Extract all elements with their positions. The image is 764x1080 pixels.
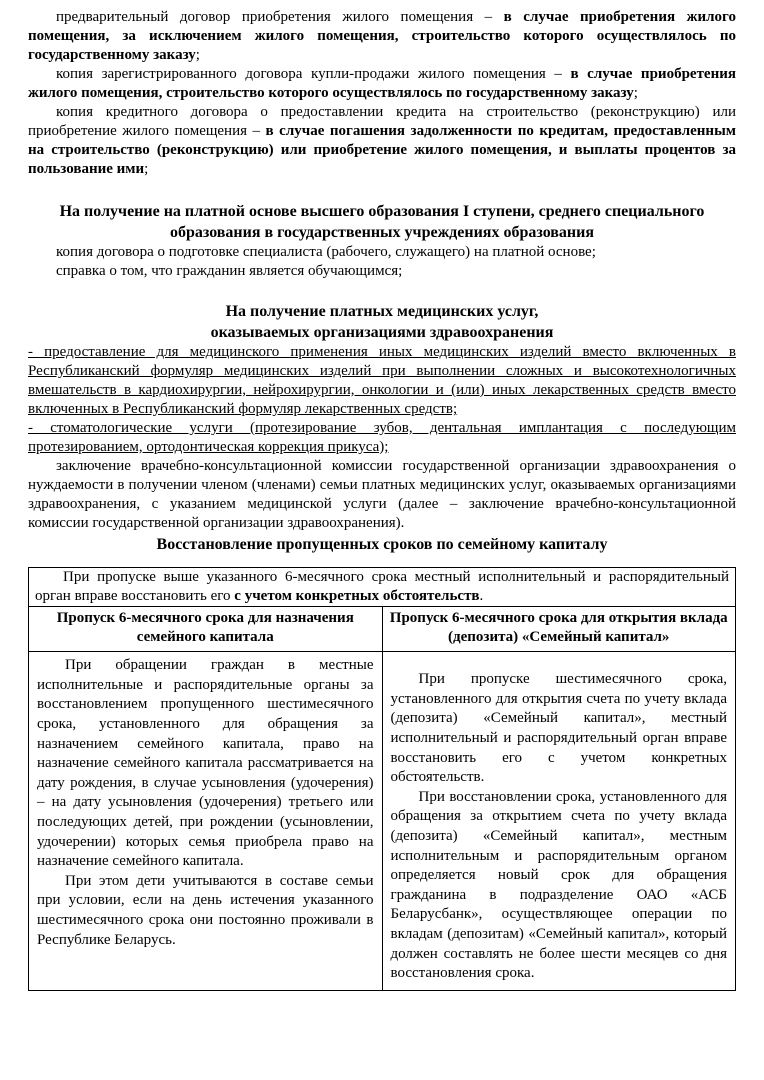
restore-body-row	[29, 652, 736, 991]
left-paragraph-1: При обращении граждан в местные исполнительные и распорядительные органы за восстановлением пропущенного шестимесячного срока, установленного для обращения за назначением семейного капитала, право на назначение семейного капитала рассматривается на дату рождения, в случае усыновления (удочерения) – на дату усыновления (удочерения) третьего или последующих детей, при рождении (усыновлении, удочерении) которых семья приобрела право на назначение семейного капитала.	[37, 657, 374, 870]
housing-item-2-text: копия зарегистрированного договора купли-продажи жилого помещения –	[56, 66, 571, 82]
housing-item-1: предварительный договор приобретения жилого помещения – в случае приобретения жилого помещения, за исключением жилого помещения, строительство которого осуществлялось по государственному заказу;	[28, 9, 736, 63]
education-heading: На получение на платной основе высшего образования I ступени, среднего специального образования в государственных учреждениях образования	[59, 203, 705, 241]
restore-intro: При пропуске выше указанного 6-месячного срока местный исполнительный и распорядительный орган вправе восстановить его с учетом конкретных обстоятельств.	[35, 569, 729, 605]
restore-title: Восстановление пропущенных сроков по семейному капиталу	[156, 536, 608, 553]
housing-item-3-condition: в случае погашения задолженности по кредитам, предоставленным на строительство (реконструкцию) или приобретение жилого помещения, и выплаты процентов за пользование ими	[28, 123, 736, 177]
left-column-heading: Пропуск 6-месячного срока для назначения семейного капитала	[29, 607, 383, 652]
education-item-1: копия договора о подготовке специалиста (рабочего, служащего) на платной основе;	[56, 244, 596, 260]
medical-heading	[28, 301, 736, 343]
medical-section	[28, 301, 736, 533]
restore-table	[28, 567, 736, 991]
housing-item-1-condition: в случае приобретения жилого помещения, за исключением жилого помещения, строительство которого осуществлялось по государственному заказу	[28, 9, 736, 63]
restore-intro-row	[29, 568, 736, 607]
left-paragraph-2: При этом дети учитываются в составе семьи при условии, если на день истечения указанного шестимесячного срока они постоянно проживали в Республике Беларусь.	[37, 872, 374, 948]
medical-heading-line-2: оказываемых организациями здравоохранения	[210, 324, 554, 341]
housing-documents	[28, 8, 736, 179]
restore-section	[28, 535, 736, 991]
restore-intro-emphasis: с учетом конкретных обстоятельств	[234, 588, 480, 605]
restore-header-row	[29, 607, 736, 652]
right-paragraph-2: При восстановлении срока, установленного для обращения за открытием счета по учету вклада (депозита) «Семейный капитал», местным исполнительным и распорядительным органом определяется новый срок для обращения гражданина в подразделение ОАО «АСБ Беларусбанк», осуществляющее операции по вкладам (депозитам) «Семейный капитал», который должен составлять не более шести месяцев со дня восстановления срока.	[390, 788, 727, 982]
housing-item-2: копия зарегистрированного договора купли-продажи жилого помещения – в случае приобретения жилого помещения, строительство которого осуществлялось по государственному заказу;	[28, 66, 736, 101]
right-paragraph-1: При пропуске шестимесячного срока, установленного для открытия счета по учету вклада (депозита) «Семейный капитал», местный исполнительный и распорядительный орган вправе восстановить его с учетом конкретных обстоятельств.	[390, 671, 727, 786]
housing-item-3: копия кредитного договора о предоставлении кредита на строительство (реконструкцию) или приобретение жилого помещения – в случае погашения задолженности по кредитам, предоставленным на строительство (реконструкцию) или приобретение жилого помещения, и выплаты процентов за пользование ими;	[28, 104, 736, 177]
restore-intro-cell	[29, 568, 736, 607]
education-section	[28, 201, 736, 281]
housing-item-3-text: копия кредитного договора о предоставлении кредита на строительство (реконструкцию) или приобретение жилого помещения –	[28, 104, 736, 139]
housing-item-1-text: предварительный договор приобретения жилого помещения –	[56, 9, 504, 25]
right-column-heading: Пропуск 6-месячного срока для открытия вклада (депозита) «Семейный капитал»	[382, 607, 736, 652]
medical-heading-line-1: На получение платных медицинских услуг,	[225, 303, 539, 320]
medical-service-dental: - стоматологические услуги (протезирование зубов, дентальная имплантация с последующим протезированием, ортодонтическая коррекция прикуса);	[28, 420, 736, 455]
left-column-body	[29, 652, 383, 991]
right-column-body	[382, 652, 736, 991]
medical-service-implants: - предоставление для медицинского применения иных медицинских изделий вместо включенных в Республиканский формуляр медицинских изделий при выполнении сложных и высокотехнологичных вмешательств в кардиохирургии, нейрохирургии, онкологии и (или) иных лекарственных средств вместо включенных в Республиканский формуляр лекарственных средств;	[28, 344, 736, 417]
medical-conclusion: заключение врачебно-консультационной комиссии государственной организации здравоохранения о нуждаемости в получении членом (членами) семьи платных медицинских услуг, оказываемых организациями здравоохранения, с указанием медицинской услуги (далее – заключение врачебно-консультационной комиссии государственной организации здравоохранения).	[28, 458, 736, 531]
housing-item-2-condition: в случае приобретения жилого помещения, строительство которого осуществлялось по государственному заказу	[28, 66, 736, 101]
education-item-2: справка о том, что гражданин является обучающимся;	[56, 263, 403, 279]
